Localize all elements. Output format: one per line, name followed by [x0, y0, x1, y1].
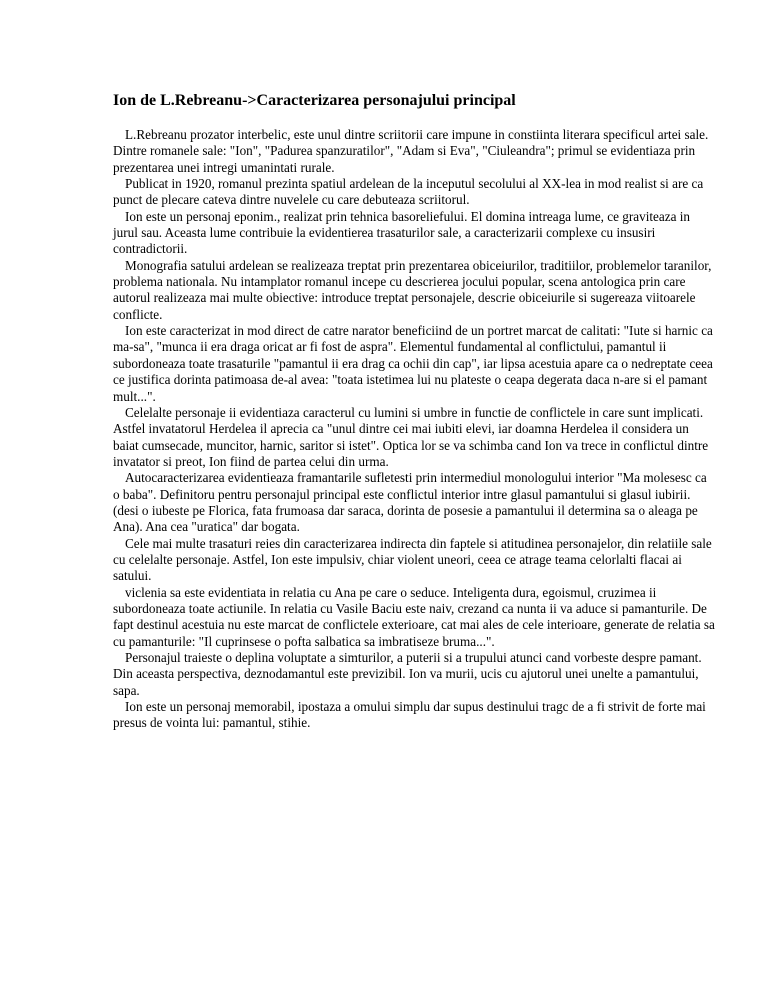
paragraph: Publicat in 1920, romanul prezinta spatiul ardelean de la inceputul secolului al XX-lea in mod realist si are ca punct de plecare cateva dintre nuvelele cu care debuteaza scriitorul. — [113, 176, 704, 208]
paragraph: Autocaracterizarea evidentieaza framantarile sufletesti prin intermediul monologului interior "Ma molesesc ca o baba". Definitoru pentru personajul principal este conflictul interior intre glasul pamantului si glasul iubirii.(desi o iubeste pe Florica, fata frumoasa dar saraca, dorinta de posesie a pamantului il determina sa o aleaga pe Ana). Ana cea "uratica" dar bogata. — [113, 470, 707, 535]
paragraph: Cele mai multe trasaturi reies din caracterizarea indirecta din faptele si atitudinea personajelor, din relatiile sale cu celelalte personaje. Astfel, Ion este impulsiv, chiar violent uneori, ceea ce atrage teama celorlalti flacai ai satului. — [113, 535, 712, 584]
paragraph: Ion este un personaj eponim., realizat prin tehnica basoreliefului. El domina intreaga lume, ce graviteaza in jurul sau. Aceasta lume contribuie la evidentierea trasaturilor sale, a caracterizarii complexe cu insusiri contradictorii. — [113, 208, 691, 257]
paragraph: viclenia sa este evidentiata in relatia cu Ana pe care o seduce. Inteligenta dura, egoismul, cruzimea ii subordoneaza toate actiunile. In relatia cu Vasile Baciu este naiv, crezand ca nunta ii va aduce si pamanturile. De fapt destinul acestuia nu este marcat de conflictele exterioare, cat mai ales de cele interioare, generate de relatia sa cu pamanturile: "Il cuprinsese o pofta salbatica sa imbratiseze bruma...". — [113, 584, 715, 649]
paragraph: Monografia satului ardelean se realizeaza treptat prin prezentarea obiceiurilor, traditiilor, problemelor taranilor, problema nationala. Nu intamplator romanul incepe cu descrierea jocului popular, scena antologica prin care autorul realizeaza mai multe obiective: introduce treptat personajele, descrie obiceiurile si sugereaza viitoarele conflicte. — [113, 257, 712, 322]
document-body — [113, 127, 715, 732]
paragraph: Ion este caracterizat in mod direct de catre narator beneficiind de un portret marcat de calitati: "Iute si harnic ca ma-sa", "munca ii era draga oricat ar fi fost de aspra". Elementul fundamental al conflictului, pamantul ii subordoneaza toate trasaturile "pamantul ii era drag ca ochii din cap", iar lipsa acestuia apare ca o nedreptate ceea ce justifica dorinta patimoasa de-al avea: "toata istetimea lui nu plateste o ceapa degerata daca n-are si el pamant mult...". — [113, 323, 713, 404]
paragraph: Celelalte personaje ii evidentiaza caracterul cu lumini si umbre in functie de conflictele in care sunt implicati. Astfel invatatorul Herdelea il aprecia ca "unul dintre cei mai iubiti elevi, iar doamna Herdelea il considera un baiat cumsecade, muncitor, harnic, saritor si istet". Optica lor se va schimba cand Ion va trece in conflictul dintre invatator si preot, Ion fiind de partea celui din urma. — [113, 404, 709, 469]
paragraph: Ion este un personaj memorabil, ipostaza a omului simplu dar supus destinului tragc de a fi strivit de forte mai presus de vointa lui: pamantul, stihie. — [113, 699, 706, 731]
paragraph: L.Rebreanu prozator interbelic, este unul dintre scriitorii care impune in constiinta literara specificul artei sale. Dintre romanele sale: "Ion", "Padurea spanzuratilor", "Adam si Eva", "Ciuleandra"; primul se evidentiaza prin prezentarea unei intregi umanintati rurale. — [113, 127, 709, 175]
paragraph: Personajul traieste o deplina voluptate a simturilor, a puterii si a trupului atunci cand vorbeste despre pamant. Din aceasta perspectiva, deznodamantul este previzibil. Ion va murii, ucis cu ajutorul unei unelte a pamantului, sapa. — [113, 650, 702, 698]
document-title: Ion de L.Rebreanu->Caracterizarea personajului principal — [113, 92, 516, 109]
